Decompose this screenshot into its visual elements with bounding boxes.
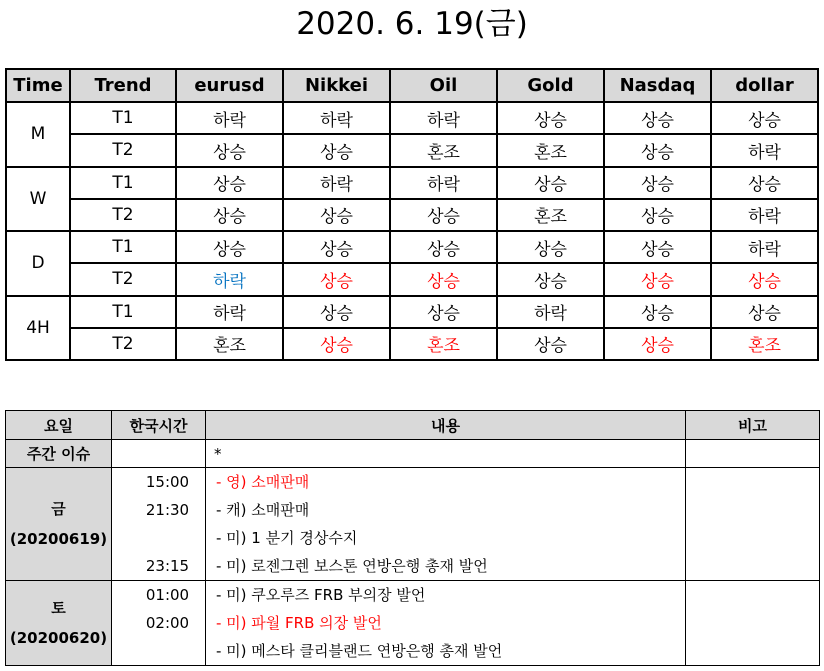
trend-cell-nikkei: 상승 [283,199,390,231]
event-list [206,468,685,580]
trend-label-cell: T1 [70,296,176,328]
trend-cell-nikkei: 하락 [283,102,390,134]
trend-cell-eurusd: 상승 [176,231,283,263]
note-cell-fri [686,468,820,581]
header-nikkei: Nikkei [283,69,390,102]
day-label: 금 [51,500,66,518]
trend-cell-eurusd: 상승 [176,167,283,199]
event-list [206,581,685,665]
event-item: - 영) 소매판매 [216,473,310,491]
header-nasdaq: Nasdaq [604,69,711,102]
time-cell-sat [112,581,206,666]
trend-cell-eurusd: 상승 [176,199,283,231]
trend-cell-eurusd: 하락 [176,102,283,134]
header-day: 요일 [6,411,112,440]
header-dollar: dollar [711,69,818,102]
trend-label-cell: T1 [70,167,176,199]
trend-cell-nasdaq: 상승 [604,199,711,231]
header-kst: 한국시간 [112,411,206,440]
event-item: - 미) 메스타 클리블랜드 연방은행 총재 발언 [216,642,503,660]
trend-cell-gold: 하락 [497,296,604,328]
event-time: 01:00 [145,586,190,604]
trend-cell-gold: 혼조 [497,134,604,166]
weekly-issue-label: 주간 이슈 [6,440,112,468]
trend-cell-nasdaq: 상승 [604,167,711,199]
event-item: - 미) 1 분기 경상수지 [216,529,358,547]
trend-row [6,134,818,166]
header-oil: Oil [390,69,497,102]
header-note: 비고 [686,411,820,440]
trend-cell-nasdaq: 상승 [604,296,711,328]
trend-row [6,296,818,328]
day-row-fri [6,468,820,581]
event-item: - 캐) 소매판매 [216,501,310,519]
timeframe-cell: M [6,102,70,167]
day-date: (20200620) [9,629,108,647]
trend-cell-dollar: 상승 [711,102,818,134]
event-cell-sat [206,581,686,666]
trend-cell-gold: 상승 [497,231,604,263]
weekly-issue-note [686,440,820,468]
time-list [112,581,205,665]
trend-row [6,328,818,360]
trend-cell-gold: 상승 [497,328,604,360]
trend-label-cell: T2 [70,263,176,295]
event-item: - 미) 로젠그렌 보스톤 연방은행 총재 발언 [216,557,488,575]
timeframe-cell: D [6,231,70,296]
trend-cell-nasdaq: 상승 [604,134,711,166]
trend-cell-oil: 상승 [390,296,497,328]
timeframe-cell: W [6,167,70,232]
event-time: 23:15 [145,557,190,575]
trend-cell-nikkei: 하락 [283,167,390,199]
trend-cell-oil: 하락 [390,167,497,199]
trend-row [6,167,818,199]
trend-cell-nikkei: 상승 [283,134,390,166]
trend-row [6,231,818,263]
trend-cell-nasdaq: 상승 [604,231,711,263]
trend-cell-dollar: 하락 [711,199,818,231]
weekly-issue-time [112,440,206,468]
day-row-sat [6,581,820,666]
trend-cell-dollar: 상승 [711,167,818,199]
header-time: Time [6,69,70,102]
event-time [112,637,205,665]
event-item: - 미) 파월 FRB 의장 발언 [216,614,382,632]
event-time: 02:00 [145,614,190,632]
trend-row [6,263,818,295]
trend-cell-nasdaq: 상승 [604,328,711,360]
time-list [112,468,205,580]
trend-cell-eurusd: 하락 [176,296,283,328]
trend-cell-eurusd: 상승 [176,134,283,166]
trend-cell-dollar: 하락 [711,134,818,166]
day-cell-fri [6,468,112,581]
trend-cell-eurusd: 하락 [176,263,283,295]
schedule-table [5,410,820,666]
trend-cell-nikkei: 상승 [283,296,390,328]
day-label: 토 [51,599,66,617]
day-cell-sat [6,581,112,666]
trend-label-cell: T1 [70,102,176,134]
time-cell-fri [112,468,206,581]
trend-cell-oil: 상승 [390,231,497,263]
trend-cell-oil: 하락 [390,102,497,134]
trend-cell-nikkei: 상승 [283,328,390,360]
trend-cell-gold: 혼조 [497,199,604,231]
event-cell-fri [206,468,686,581]
event-item: - 미) 쿠오루즈 FRB 부의장 발언 [216,586,426,604]
trend-cell-nasdaq: 상승 [604,263,711,295]
page-title: 2020. 6. 19(금) [296,6,528,42]
trend-cell-nasdaq: 상승 [604,102,711,134]
trend-cell-oil: 혼조 [390,328,497,360]
trend-cell-dollar: 하락 [711,231,818,263]
trend-cell-nikkei: 상승 [283,263,390,295]
event-time: 15:00 [145,473,190,491]
header-eurusd: eurusd [176,69,283,102]
trend-label-cell: T2 [70,199,176,231]
trend-cell-oil: 상승 [390,199,497,231]
trend-label-cell: T2 [70,134,176,166]
timeframe-cell: 4H [6,296,70,361]
weekly-issue-row [6,440,820,468]
trend-body [6,102,818,360]
trend-cell-gold: 상승 [497,263,604,295]
trend-cell-oil: 혼조 [390,134,497,166]
trend-cell-dollar: 상승 [711,296,818,328]
event-time: 21:30 [145,501,190,519]
trend-label-cell: T1 [70,231,176,263]
header-content: 내용 [206,411,686,440]
trend-row [6,199,818,231]
trend-header-row [6,69,818,102]
trend-cell-dollar: 상승 [711,263,818,295]
event-time [112,524,205,552]
header-trend: Trend [70,69,176,102]
weekly-issue-value: * [206,440,686,468]
trend-cell-gold: 상승 [497,102,604,134]
trend-cell-nikkei: 상승 [283,231,390,263]
note-cell-sat [686,581,820,666]
trend-label-cell: T2 [70,328,176,360]
trend-cell-eurusd: 혼조 [176,328,283,360]
header-gold: Gold [497,69,604,102]
schedule-header-row [6,411,820,440]
trend-cell-gold: 상승 [497,167,604,199]
trend-table [5,68,819,361]
trend-cell-dollar: 혼조 [711,328,818,360]
trend-row [6,102,818,134]
trend-cell-oil: 상승 [390,263,497,295]
day-date: (20200619) [9,530,108,548]
